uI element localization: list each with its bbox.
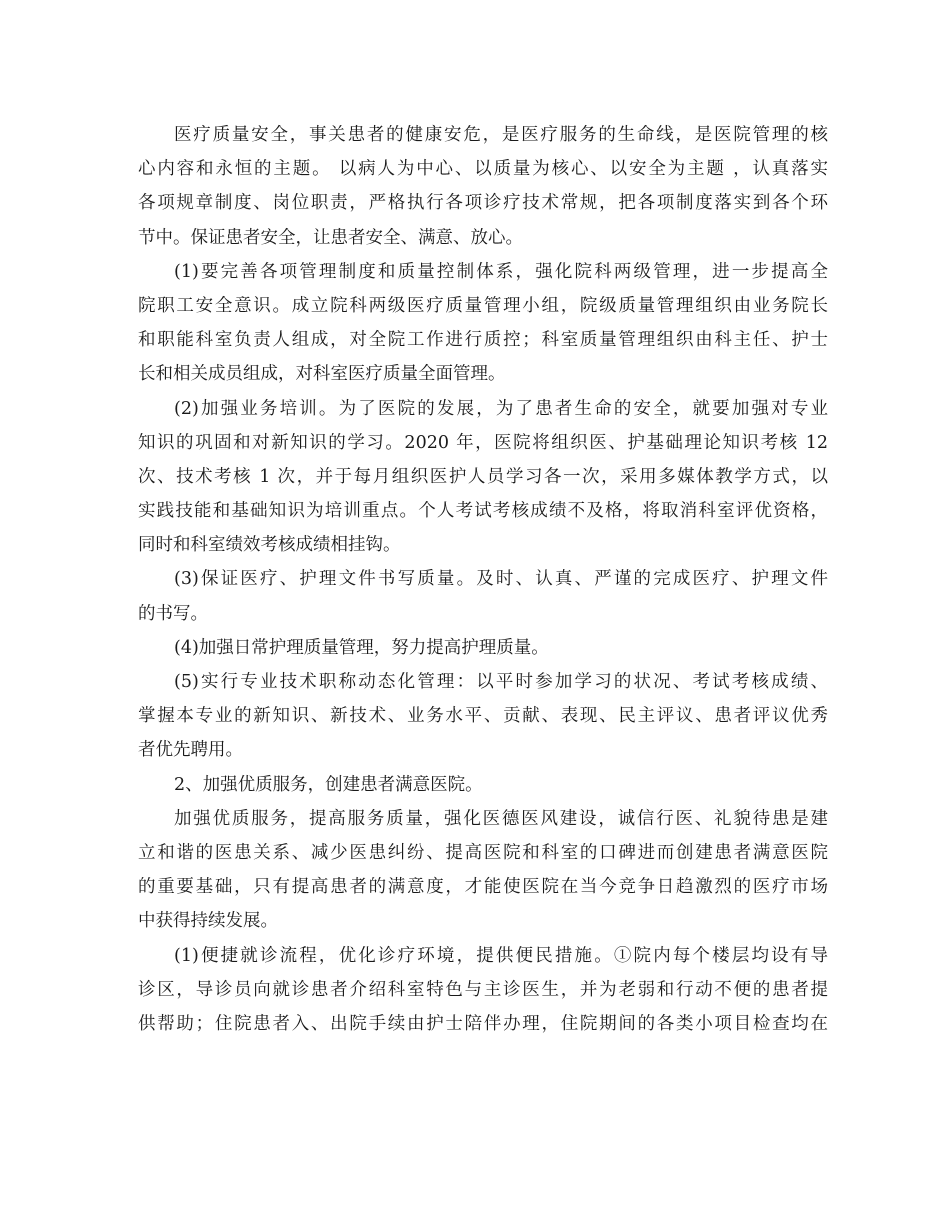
text-line: 的重要基础，只有提高患者的满意度，才能使医院在当今竞争日趋激烈的医疗市场	[138, 877, 828, 898]
text-line: 立和谐的医患关系、减少医患纠纷、提高医院和科室的口碑进而创建患者满意医院	[138, 842, 828, 863]
text-line: 加强优质服务，提高服务质量，强化医德医风建设，诚信行医、礼貌待患是建	[174, 808, 828, 829]
text-line: 诊区，导诊员向就诊患者介绍科室特色与主诊医生，并为老弱和行动不便的患者提	[138, 979, 828, 1000]
text-line: 者优先聘用。	[138, 740, 243, 761]
text-line: 长和相关成员组成，对科室医疗质量全面管理。	[138, 364, 506, 385]
text-line: 节中。保证患者安全，让患者安全、满意、放心。	[138, 227, 523, 248]
text-line: (5)实行专业技术职称动态化管理：以平时参加学习的状况、考试考核成绩、	[174, 672, 828, 692]
text-line: 掌握本专业的新知识、新技术、业务水平、贡献、表现、民主评议、患者评议优秀	[138, 706, 828, 727]
document-body	[138, 118, 828, 1041]
text-line: 同时和科室绩效考核成绩相挂钩。	[138, 535, 401, 556]
text-line: 各项规章制度、岗位职责，严格执行各项诊疗技术常规，把各项制度落实到各个环	[138, 193, 828, 214]
text-line: 和职能科室负责人组成，对全院工作进行质控；科室质量管理组织由科主任、护士	[138, 330, 828, 351]
text-line: (1)要完善各项管理制度和质量控制体系，强化院科两级管理，进一步提高全	[174, 261, 828, 282]
text-line: 次、技术考核 1 次，并于每月组织医护人员学习各一次，采用多媒体教学方式，以	[138, 466, 828, 487]
text-line: 中获得持续发展。	[138, 911, 278, 932]
text-line: 2、加强优质服务，创建患者满意医院。	[174, 774, 483, 795]
text-line: 知识的巩固和对新知识的学习。2020 年，医院将组织医、护基础理论知识考核 12	[138, 432, 828, 453]
text-line: (3)保证医疗、护理文件书写质量。及时、认真、严谨的完成医疗、护理文件	[174, 569, 828, 590]
text-line: 实践技能和基础知识为培训重点。个人考试考核成绩不及格，将取消科室评优资格，	[138, 501, 828, 522]
text-line: 供帮助；住院患者入、出院手续由护士陪伴办理，住院期间的各类小项目检查均在	[138, 1013, 828, 1034]
text-line: 心内容和永恒的主题。 以病人为中心、以质量为核心、以安全为主题 ，认真落实	[138, 159, 828, 180]
text-line: 的书写。	[138, 603, 208, 624]
text-line: (1)便捷就诊流程，优化诊疗环境，提供便民措施。①院内每个楼层均设有导	[174, 945, 828, 966]
text-line: (2)加强业务培训。为了医院的发展，为了患者生命的安全，就要加强对专业	[174, 398, 828, 419]
text-line: (4)加强日常护理质量管理，努力提高护理质量。	[174, 637, 549, 658]
text-line: 医疗质量安全，事关患者的健康安危，是医疗服务的生命线，是医院管理的核	[174, 125, 828, 145]
text-line: 院职工安全意识。成立院科两级医疗质量管理小组，院级质量管理组织由业务院长	[138, 295, 828, 316]
